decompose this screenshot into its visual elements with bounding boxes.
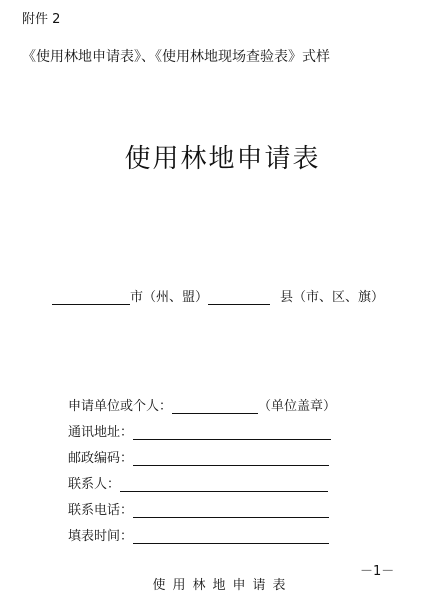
- city-blank[interactable]: [52, 290, 130, 305]
- applicant-row: [68, 388, 336, 414]
- form-title: 使用林地申请表: [124, 144, 321, 174]
- address-label: 通讯地址：: [68, 425, 134, 440]
- phone-blank[interactable]: [133, 503, 329, 518]
- date-row: [68, 518, 336, 544]
- county-suffix: 县（市、区、旗）: [280, 290, 385, 305]
- footer-title: 使用林地申请表: [152, 578, 293, 593]
- page-number: －1－: [360, 564, 395, 579]
- contact-row: [68, 466, 336, 492]
- phone-row: [68, 492, 336, 518]
- applicant-blank[interactable]: [172, 399, 258, 414]
- date-label: 填表时间：: [68, 529, 134, 544]
- date-blank[interactable]: [133, 529, 329, 544]
- applicant-fields: [68, 388, 336, 544]
- applicant-label: 申请单位或个人：: [68, 399, 173, 414]
- contact-label: 联系人：: [68, 477, 121, 492]
- region-line: [52, 286, 384, 305]
- address-blank[interactable]: [133, 425, 331, 440]
- county-blank[interactable]: [208, 290, 270, 305]
- applicant-note: （单位盖章）: [258, 399, 337, 414]
- document-subtitle: 《使用林地申请表》、《使用林地现场查验表》式样: [22, 49, 330, 65]
- phone-label: 联系电话：: [68, 503, 134, 518]
- postal-code-row: [68, 440, 336, 466]
- city-suffix: 市（州、盟）: [130, 290, 209, 305]
- postal-code-label: 邮政编码：: [68, 451, 134, 466]
- address-row: [68, 414, 336, 440]
- postal-code-blank[interactable]: [133, 451, 329, 466]
- contact-blank[interactable]: [120, 477, 328, 492]
- attachment-label: 附件 2: [22, 12, 61, 27]
